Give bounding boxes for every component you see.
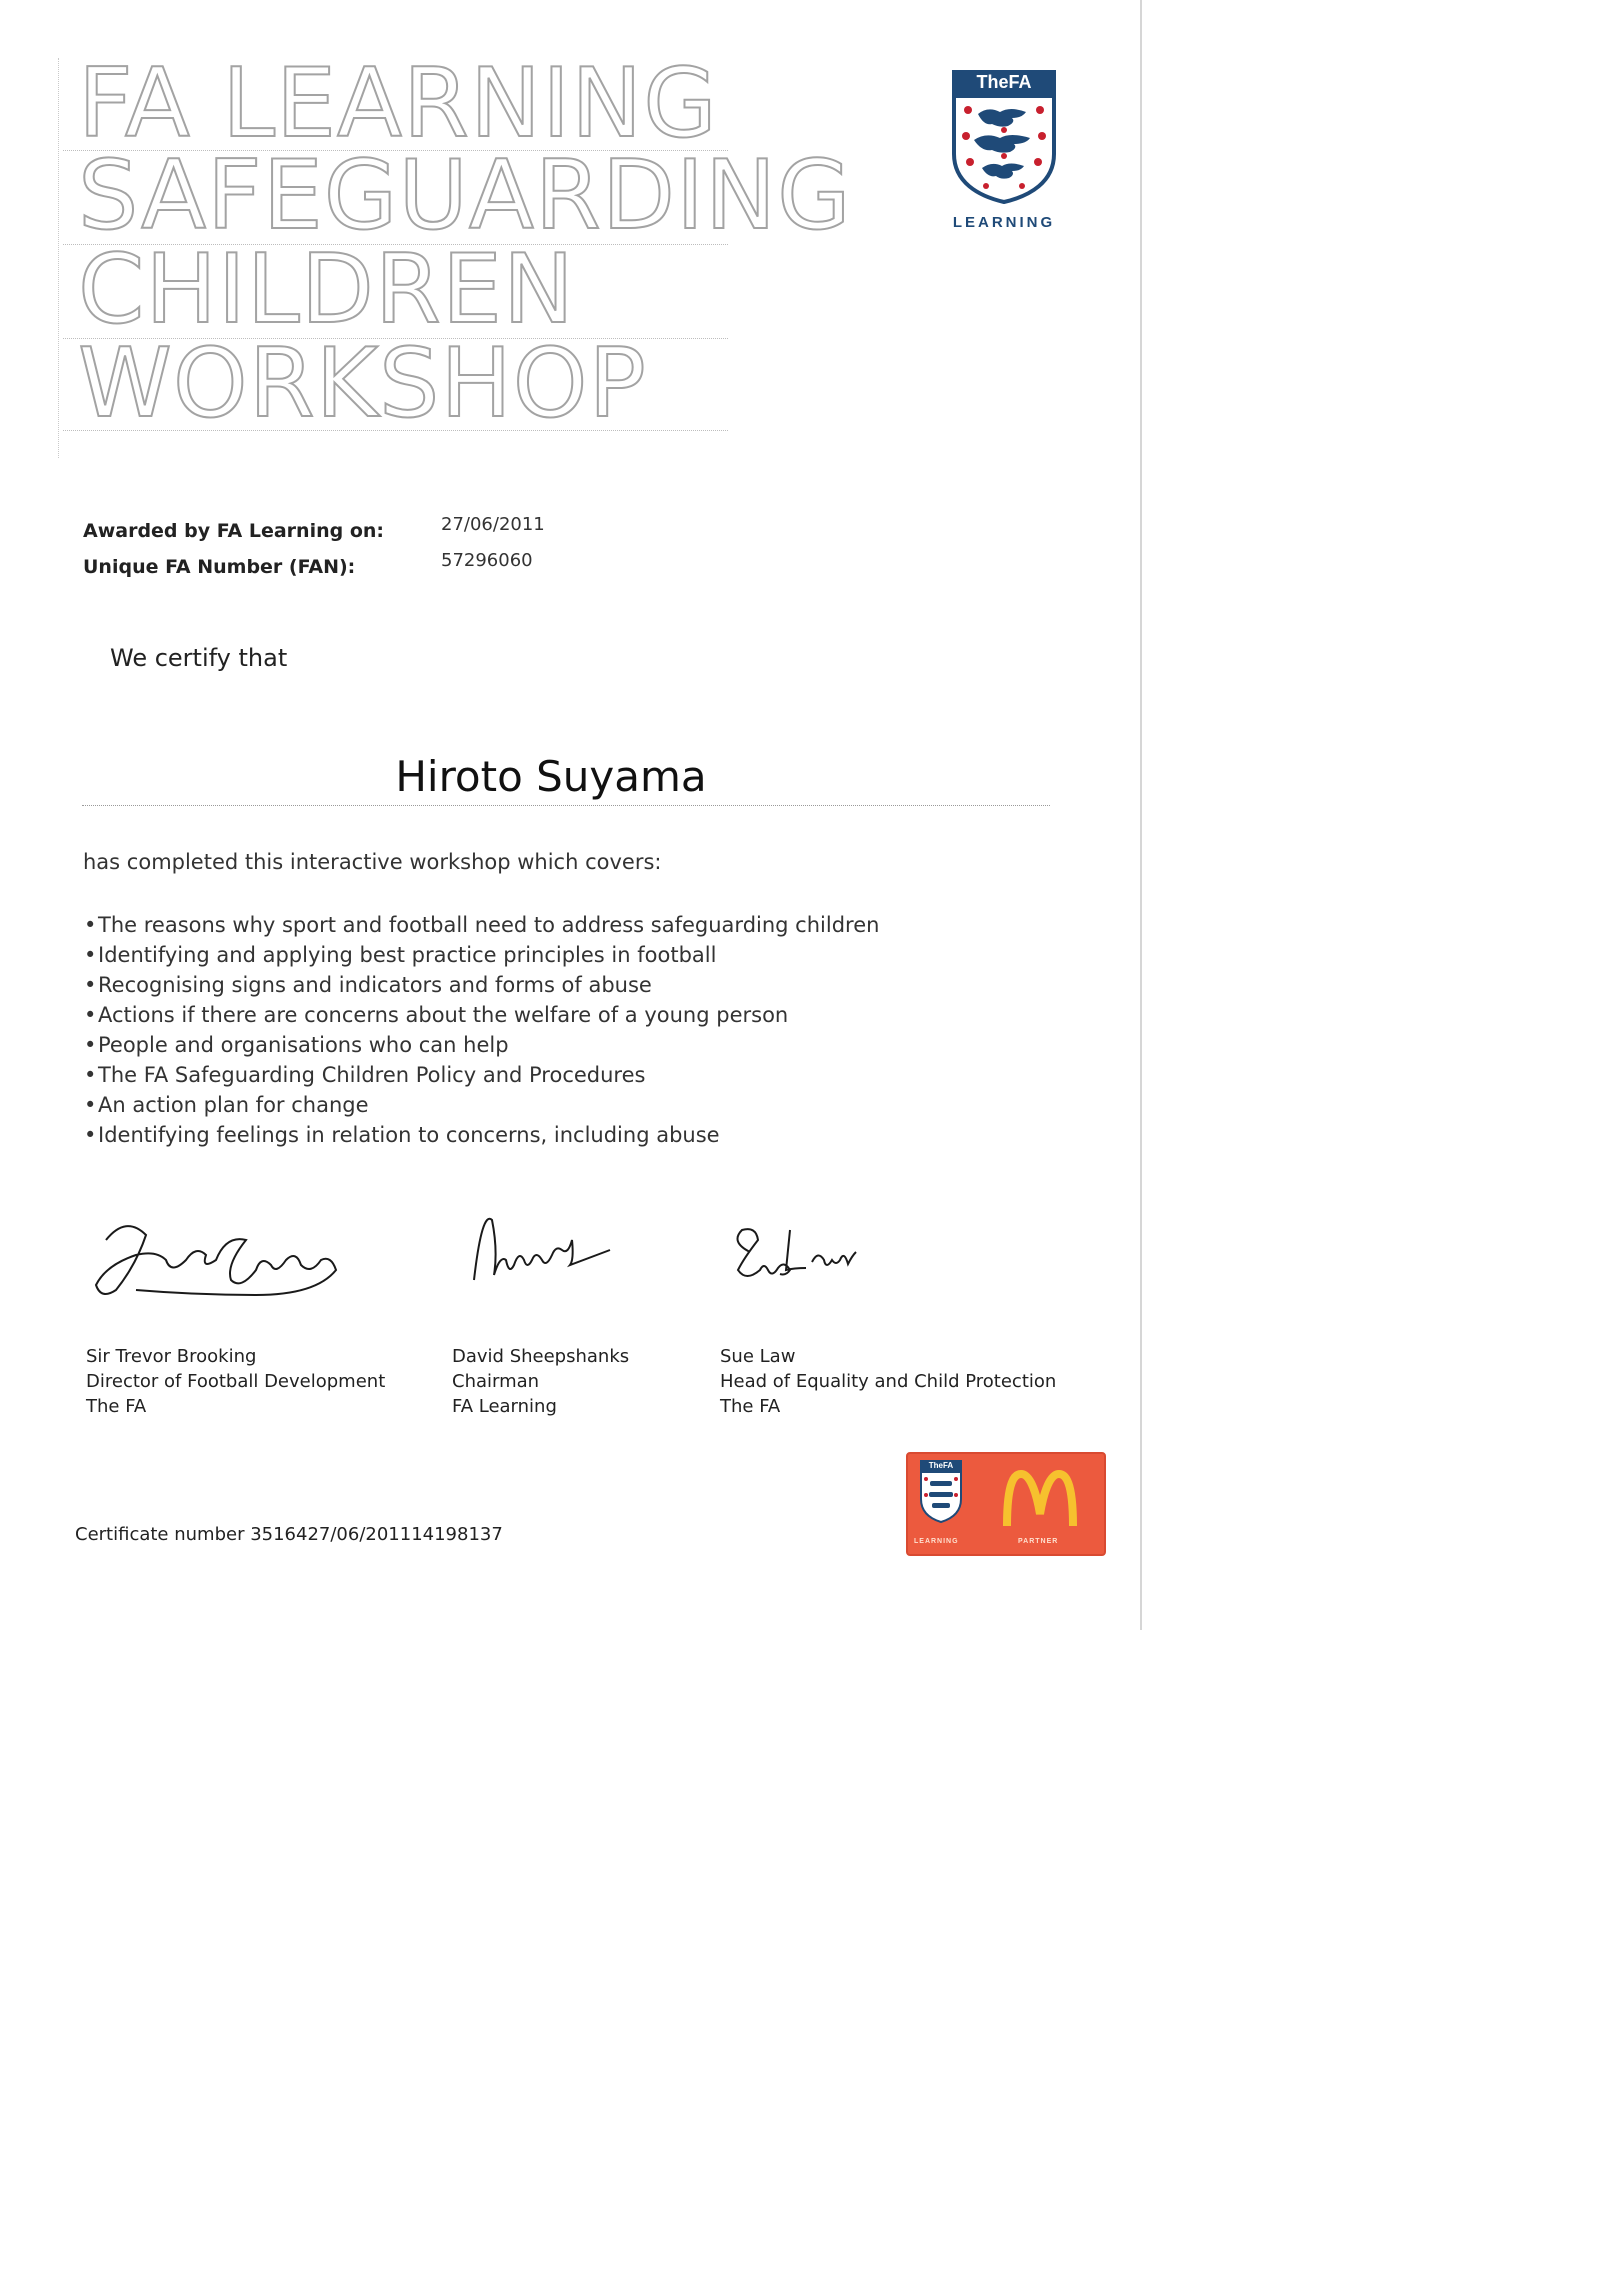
signatory-org: The FA: [86, 1396, 147, 1417]
signature-brooking: [86, 1200, 396, 1320]
topic-text: Identifying and applying best practice principles in football: [98, 943, 717, 967]
partner-badge: [906, 1452, 1106, 1556]
list-item: •An action plan for change: [84, 1093, 369, 1117]
title-left-rule: [58, 58, 60, 458]
topic-text: The FA Safeguarding Children Policy and Procedures: [98, 1063, 646, 1087]
title-divider: [63, 430, 728, 431]
mini-crest-icon: [920, 1471, 962, 1523]
title-line-2: SAFEGUARDING: [78, 141, 852, 251]
signatory-brooking: [86, 1200, 466, 1419]
topic-list: [84, 910, 879, 1150]
list-item: •Identifying and applying best practice principles in football: [84, 943, 717, 967]
workshop-intro: has completed this interactive workshop which covers:: [83, 850, 662, 874]
topic-text: The reasons why sport and football need to address safeguarding children: [98, 913, 880, 937]
signatory-law: [720, 1200, 1100, 1419]
title-line-1: FA LEARNING: [78, 49, 718, 159]
signatory-name: David Sheepshanks: [452, 1346, 630, 1367]
title-line-3: CHILDREN: [78, 235, 575, 345]
list-item: •Recognising signs and indicators and forms of abuse: [84, 973, 652, 997]
fa-learning-logo: [950, 70, 1058, 231]
topic-text: Recognising signs and indicators and forms of abuse: [98, 973, 652, 997]
list-item: •The FA Safeguarding Children Policy and Procedures: [84, 1063, 646, 1087]
signature-law: [720, 1200, 920, 1320]
topic-text: An action plan for change: [98, 1093, 369, 1117]
partner-right-label: PARTNER: [1018, 1538, 1059, 1545]
signatory-role: Head of Equality and Child Protection: [720, 1371, 1057, 1392]
signatory-org: FA Learning: [452, 1396, 557, 1417]
fan-label: Unique FA Number (FAN):: [83, 556, 356, 578]
list-item: •The reasons why sport and football need to address safeguarding children: [84, 913, 880, 937]
awarded-label: Awarded by FA Learning on:: [83, 520, 385, 542]
fan-value: 57296060: [441, 550, 533, 571]
partner-mini-label: TheFA: [920, 1460, 962, 1471]
recipient-block: [82, 752, 1050, 806]
certify-text: We certify that: [110, 644, 288, 672]
signatory-name: Sue Law: [720, 1346, 796, 1367]
signatory-role: Chairman: [452, 1371, 540, 1392]
recipient-name: Hiroto Suyama: [395, 752, 707, 801]
topic-text: Identifying feelings in relation to concerns, including abuse: [98, 1123, 720, 1147]
partner-fa-crest: [916, 1460, 966, 1527]
awarded-date: 27/06/2011: [441, 514, 545, 535]
title-line-4: WORKSHOP: [78, 329, 647, 439]
crest-top-label: TheFA: [952, 70, 1056, 94]
list-item: •People and organisations who can help: [84, 1033, 509, 1057]
golden-arches-icon: [1003, 1470, 1077, 1528]
crest-bottom-label: LEARNING: [952, 214, 1056, 231]
three-lions-crest-icon: [952, 94, 1056, 204]
signatory-name: Sir Trevor Brooking: [86, 1346, 257, 1367]
topic-text: Actions if there are concerns about the welfare of a young person: [98, 1003, 789, 1027]
topic-text: People and organisations who can help: [98, 1033, 509, 1057]
recipient-underline: [82, 805, 1050, 806]
signature-sheepshanks: [452, 1200, 652, 1320]
partner-left-label: LEARNING: [914, 1538, 959, 1545]
signatory-org: The FA: [720, 1396, 781, 1417]
list-item: •Identifying feelings in relation to concerns, including abuse: [84, 1123, 720, 1147]
signatory-role: Director of Football Development: [86, 1371, 386, 1392]
certificate-number: Certificate number 3516427/06/201114198137: [75, 1524, 503, 1545]
list-item: •Actions if there are concerns about the welfare of a young person: [84, 1003, 789, 1027]
